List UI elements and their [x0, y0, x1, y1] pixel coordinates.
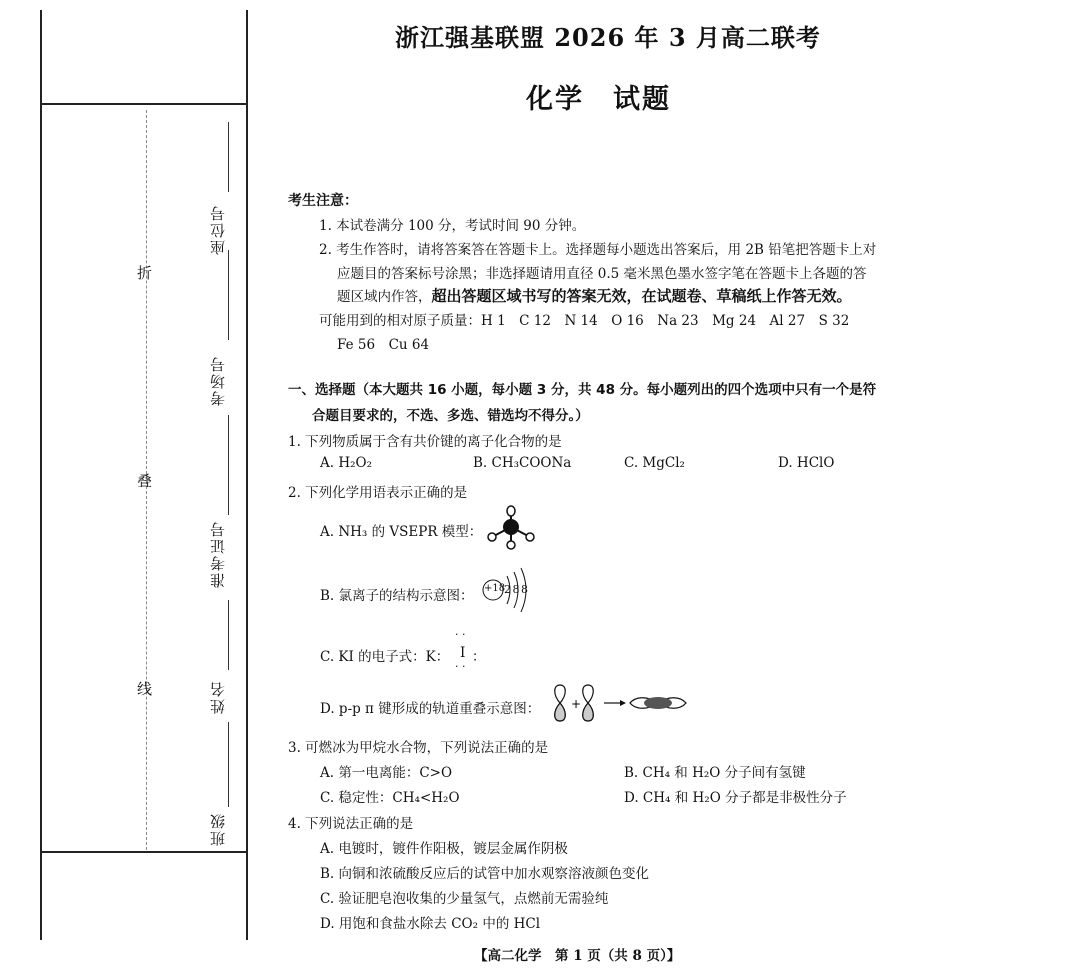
q1-stem: 1. 下列物质属于含有共价键的离子化合物的是: [288, 434, 562, 450]
margin-inner-line: [246, 10, 248, 940]
q2-option-a: A. NH₃ 的 VSEPR 模型：: [320, 524, 483, 540]
notice-item-2: 2. 考生作答时，请将答案答在答题卡上。选择题每小题选出答案后，用 2B 铅笔把答题卡上对: [319, 242, 877, 258]
q2-option-b: B. 氯离子的结构示意图：: [320, 588, 474, 604]
notice-item-1: 1. 本试卷满分 100 分，考试时间 90 分钟。: [319, 218, 586, 234]
notice-warning: 超出答题区域书写的答案无效，在试题卷、草稿纸上作答无效。: [431, 287, 852, 305]
q1-option-c: C. MgCl₂: [624, 455, 685, 471]
section-heading-cont: 合题目要求的，不选、多选、错选均不得分。）: [312, 408, 589, 424]
field-rule-name: [228, 600, 229, 670]
exam-subtitle: 化学 试题: [526, 84, 671, 115]
atomic-mass-line: 可能用到的相对原子质量：H 1 C 12 N 14 O 16 Na 23 Mg 24 Al 27 S 32: [319, 313, 850, 329]
field-rule-ticket: [228, 415, 229, 515]
notice-item-2-end: [337, 285, 852, 306]
q1-option-b: B. CH₃COONa: [473, 455, 572, 471]
margin-top-rule: [40, 103, 247, 105]
q4-stem: 4. 下列说法正确的是: [288, 816, 414, 832]
fold-char-2: 叠: [137, 472, 153, 490]
chloride-shell-label: 2 8 8: [504, 583, 527, 596]
margin-outer-line: [40, 10, 42, 940]
q2-stem: 2. 下列化学用语表示正确的是: [288, 485, 468, 501]
q1-option-d: D. HClO: [778, 455, 835, 471]
field-rule-class: [228, 722, 229, 807]
fold-char-1: 折: [137, 264, 153, 282]
field-seat-number: 座位号: [209, 204, 227, 255]
section-heading: 一、选择题（本大题共 16 小题，每小题 3 分，共 48 分。每小题列出的四个选项中只有一个是符: [288, 382, 877, 398]
ki-electron-dots-bottom: · ·: [455, 660, 466, 673]
q4-option-c: C. 验证肥皂泡收集的少量氢气，点燃前无需验纯: [320, 891, 609, 907]
q3-option-d: D. CH₄ 和 H₂O 分子都是非极性分子: [624, 790, 847, 806]
q2-option-d: D. p-p π 键形成的轨道重叠示意图：: [320, 701, 541, 717]
ki-electron-dots-top: · ·: [455, 628, 466, 641]
field-name: 姓名: [209, 680, 227, 714]
pp-pi-orbital-overlap-diagram: [550, 683, 690, 723]
field-ticket-number: 准考证号: [209, 520, 227, 588]
chloride-nucleus-label: +18: [484, 583, 506, 594]
notice-item-2-cont: 应题目的答案标号涂黑；非选择题请用直径 0.5 毫米黑色墨水签字笔在答题卡上各题的答: [337, 266, 867, 282]
page-footer: 【高二化学 第 1 页（共 8 页）】: [474, 948, 681, 964]
field-rule-room: [228, 250, 229, 340]
exam-title: 浙江强基联盟 2026 年 3 月高二联考: [395, 23, 821, 52]
field-rule-seat: [228, 122, 229, 192]
notice-heading: 考生注意：: [288, 193, 358, 209]
svg-text:+: +: [571, 697, 582, 711]
q3-option-b: B. CH₄ 和 H₂O 分子间有氢键: [624, 765, 806, 781]
q4-option-b: B. 向铜和浓硫酸反应后的试管中加水观察溶液颜色变化: [320, 866, 650, 882]
q4-option-d: D. 用饱和食盐水除去 CO₂ 中的 HCl: [320, 916, 541, 932]
ki-iodine-symbol: I: [460, 645, 466, 661]
notice-item-2-end-plain: 题区域内作答，: [337, 289, 432, 305]
q1-option-a: A. H₂O₂: [320, 455, 372, 471]
field-exam-room: 考场号: [209, 355, 227, 406]
field-class: 班级: [209, 812, 227, 846]
fold-char-3: 线: [137, 680, 153, 698]
vsepr-model-image: [482, 505, 540, 553]
q3-option-a: A. 第一电离能：C>O: [320, 765, 453, 781]
q3-option-c: C. 稳定性：CH₄<H₂O: [320, 790, 460, 806]
atomic-mass-line-2: Fe 56 Cu 64: [337, 337, 430, 353]
q3-stem: 3. 可燃冰为甲烷水合物，下列说法正确的是: [288, 740, 549, 756]
ki-electron-dots-right: ：: [472, 649, 486, 665]
q4-option-a: A. 电镀时，镀件作阳极，镀层金属作阴极: [320, 841, 568, 857]
q2-option-c: C. KI 的电子式：K：: [320, 649, 450, 665]
margin-bottom-rule: [40, 851, 247, 853]
